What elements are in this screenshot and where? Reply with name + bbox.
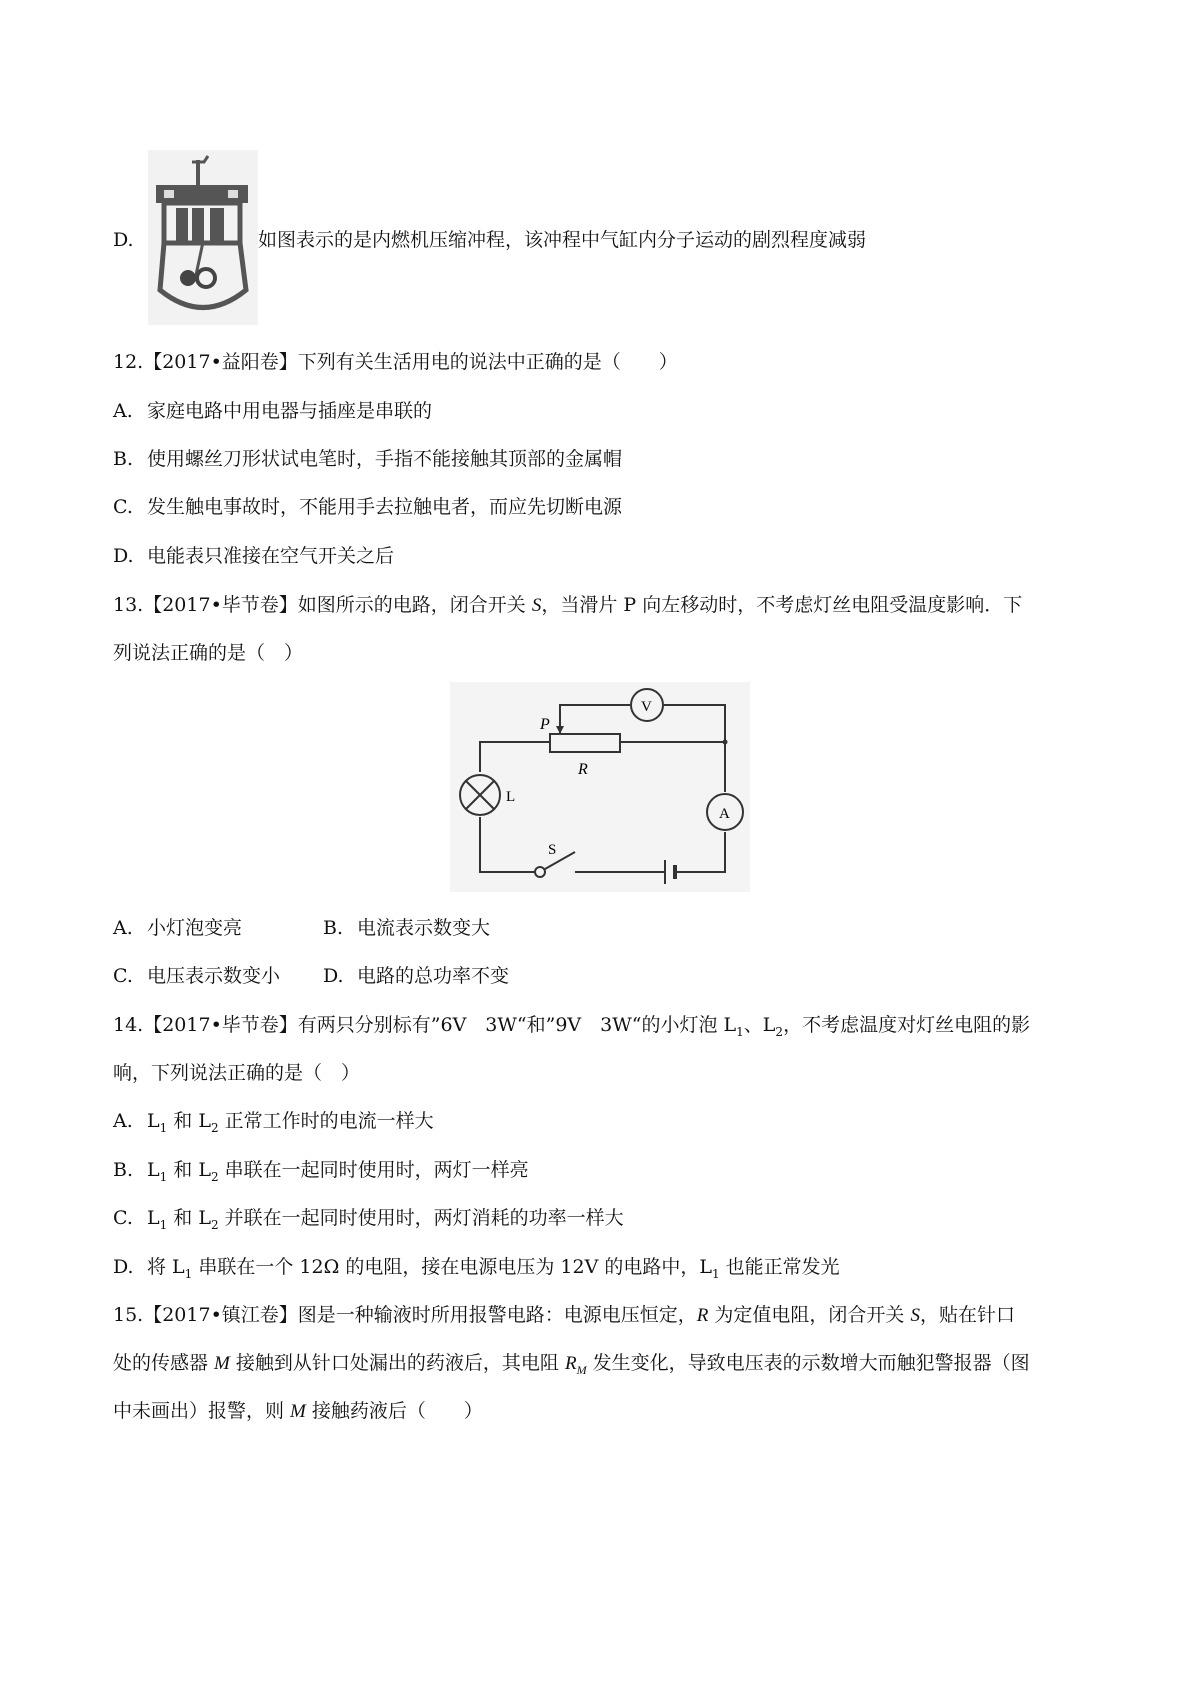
subscript: 2 bbox=[210, 1217, 219, 1232]
option-text: 小灯泡变亮 bbox=[147, 917, 243, 939]
option-label: B. bbox=[113, 1159, 134, 1181]
switch-symbol: S bbox=[910, 1305, 920, 1326]
option-text: 电路的总功率不变 bbox=[357, 965, 510, 987]
q14-option-a bbox=[113, 1108, 434, 1141]
option-text: 家庭电路中用电器与插座是串联的 bbox=[147, 400, 433, 422]
q14-option-d bbox=[113, 1254, 840, 1287]
question-13-stem bbox=[113, 592, 1022, 619]
question-15-stem-line-3 bbox=[113, 1398, 483, 1425]
symbol-l: L bbox=[147, 1159, 160, 1181]
stem-text: 中未画出）报警，则 bbox=[113, 1400, 291, 1422]
option-label: C. bbox=[113, 1207, 133, 1229]
subscript: 1 bbox=[159, 1120, 168, 1135]
sensor-symbol: M bbox=[290, 1401, 306, 1422]
engine-compression-stroke-figure bbox=[148, 150, 258, 325]
stem-text: 15.【2017•镇江卷】图是一种输液时所用报警电路：电源电压恒定， bbox=[113, 1304, 697, 1326]
option-label: D. bbox=[323, 965, 344, 987]
symbol-l: L bbox=[198, 1207, 211, 1229]
sensor-symbol: M bbox=[214, 1353, 230, 1374]
subscript: 1 bbox=[159, 1217, 168, 1232]
stem-text: ，贴在针口 bbox=[919, 1304, 1015, 1326]
option-text: 也能正常发光 bbox=[719, 1256, 840, 1278]
q11-option-d bbox=[113, 227, 134, 253]
option-text: 串联在一起同时使用时，两灯一样亮 bbox=[218, 1159, 529, 1181]
option-text: 发生触电事故时，不能用手去拉触电者，而应先切断电源 bbox=[147, 496, 623, 518]
stem-text: 14.【2017•毕节卷】有两只分别标有”6V 3W“和”9V 3W“的小灯泡 L bbox=[113, 1014, 737, 1036]
option-label: C. bbox=[113, 496, 133, 518]
resistor-symbol: R bbox=[696, 1305, 709, 1326]
label-a: A bbox=[719, 806, 730, 822]
q12-option-a bbox=[113, 398, 432, 424]
q14-option-b bbox=[113, 1157, 529, 1190]
symbol-l: L bbox=[198, 1110, 211, 1132]
symbol-l: L bbox=[147, 1110, 160, 1132]
question-15-stem bbox=[113, 1302, 1015, 1329]
label-s: S bbox=[548, 842, 557, 858]
q11-option-d-text: 如图表示的是内燃机压缩冲程，该冲程中气缸内分子运动的剧烈程度减弱 bbox=[258, 229, 867, 251]
resistance-symbol: R bbox=[564, 1353, 577, 1374]
q13-option-c bbox=[113, 963, 280, 989]
q14-option-c bbox=[113, 1205, 624, 1238]
subscript: 1 bbox=[736, 1024, 744, 1039]
option-label: A. bbox=[113, 1110, 133, 1132]
stem-text: 、L bbox=[743, 1014, 776, 1036]
label-v: V bbox=[641, 699, 652, 715]
option-label: A. bbox=[113, 400, 133, 422]
label-l: L bbox=[506, 789, 516, 805]
stem-text: ，当滑片 P 向左移动时，不考虑灯丝电阻受温度影响．下 bbox=[541, 594, 1023, 616]
label-p: P bbox=[540, 716, 550, 733]
question-14-stem-line-2: 响，下列说法正确的是（ ） bbox=[113, 1062, 361, 1084]
q12-option-d bbox=[113, 543, 394, 569]
option-text: 并联在一起同时使用时，两灯消耗的功率一样大 bbox=[218, 1207, 624, 1229]
question-15-stem-line-2 bbox=[113, 1350, 1030, 1383]
q13-option-b bbox=[323, 915, 490, 941]
subscript: M bbox=[576, 1362, 587, 1377]
option-text: 电流表示数变大 bbox=[357, 917, 491, 939]
option-text: 电压表示数变小 bbox=[147, 965, 281, 987]
symbol-l: L bbox=[198, 1159, 211, 1181]
conjunction: 和 bbox=[167, 1110, 199, 1132]
stem-text: ，不考虑温度对灯丝电阻的影 bbox=[783, 1014, 1031, 1036]
subscript: 1 bbox=[184, 1266, 193, 1281]
subscript: 1 bbox=[159, 1169, 168, 1184]
subscript: 2 bbox=[210, 1120, 219, 1135]
switch-symbol: S bbox=[531, 595, 542, 616]
stem-text: 为定值电阻，闭合开关 bbox=[708, 1304, 911, 1326]
question-14-stem bbox=[113, 1012, 1030, 1045]
option-text: 正常工作时的电流一样大 bbox=[218, 1110, 434, 1132]
q12-option-b bbox=[113, 446, 622, 472]
q13-option-a bbox=[113, 915, 242, 941]
option-text: 将 L bbox=[147, 1256, 185, 1278]
stem-text: 处的传感器 bbox=[113, 1352, 215, 1374]
option-text: 使用螺丝刀形状试电笔时，手指不能接触其顶部的金属帽 bbox=[147, 448, 623, 470]
subscript: 2 bbox=[210, 1169, 219, 1184]
option-label: D. bbox=[113, 229, 134, 251]
option-label: B. bbox=[323, 917, 344, 939]
option-label: A. bbox=[113, 917, 133, 939]
label-r: R bbox=[578, 761, 588, 778]
q12-option-c bbox=[113, 494, 622, 520]
option-label: C. bbox=[113, 965, 133, 987]
q13-option-d bbox=[323, 963, 509, 989]
question-13-stem-line-2: 列说法正确的是（ ） bbox=[113, 642, 304, 664]
symbol-l: L bbox=[147, 1207, 160, 1229]
conjunction: 和 bbox=[167, 1159, 199, 1181]
conjunction: 和 bbox=[167, 1207, 199, 1229]
subscript: 2 bbox=[775, 1024, 784, 1039]
option-text: 电能表只准接在空气开关之后 bbox=[147, 545, 395, 567]
subscript: 1 bbox=[711, 1266, 720, 1281]
stem-text: 发生变化，导致电压表的示数增大而触犯警报器（图 bbox=[586, 1352, 1030, 1374]
option-text: 串联在一个 12Ω 的电阻，接在电源电压为 12V 的电路中，L bbox=[192, 1256, 712, 1278]
option-label: D. bbox=[113, 545, 134, 567]
question-12-stem: 12.【2017•益阳卷】下列有关生活用电的说法中正确的是（ ） bbox=[113, 351, 678, 373]
stem-text: 接触药液后（ ） bbox=[305, 1400, 483, 1422]
option-label: D. bbox=[113, 1256, 134, 1278]
stem-text: 13.【2017•毕节卷】如图所示的电路，闭合开关 bbox=[113, 594, 532, 616]
option-label: B. bbox=[113, 448, 134, 470]
stem-text: 接触到从针口处漏出的药液后，其电阻 bbox=[229, 1352, 565, 1374]
circuit-diagram bbox=[450, 682, 750, 892]
